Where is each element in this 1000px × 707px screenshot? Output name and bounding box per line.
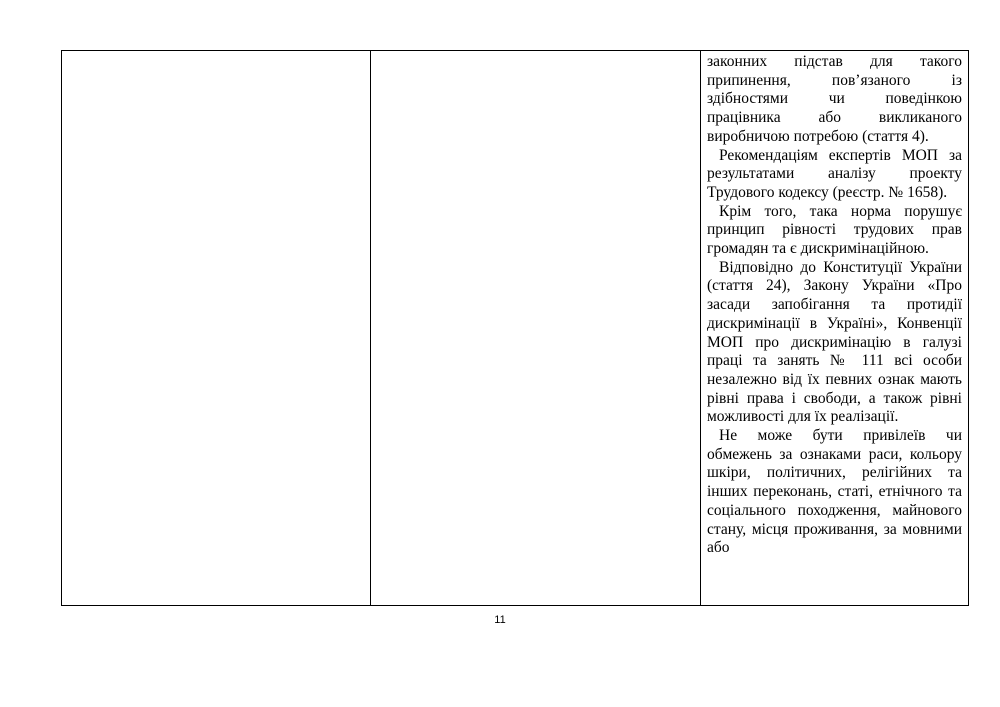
table-column-1 xyxy=(62,51,371,605)
paragraph-ilo-recommendations: Рекомендаціям експертів МОП за результатами аналізу проекту Трудового кодексу (реєстр. № 1658). xyxy=(707,146,962,201)
paragraph-continuation: законних підстав для такого припинення, пов’язаного із здібностями чи поведінкою працівника або викликаного виробничою потребою (стаття 4). xyxy=(707,53,962,145)
table-column-3 xyxy=(701,51,968,605)
paragraph-equality-principle: Крім того, така норма порушує принцип рівності трудових прав громадян та є дискримінаційною. xyxy=(707,202,962,258)
page-number: 11 xyxy=(494,614,506,626)
table-column-2 xyxy=(371,51,701,605)
paragraph-constitution-reference: Відповідно до Конституції України (стаття 24), Закону України «Про засади запобігання та протидії дискримінації в Україні», Конвенції МОП про дискримінацію в галузі праці та занять № 111 всі особи незалежно від їх певних ознак мають рівні права і свободи, а також рівні можливості для їх реалізації. xyxy=(707,258,962,426)
paragraph-no-privileges: Не може бути привілеїв чи обмежень за ознаками раси, кольору шкіри, політичних, релігійних та інших переконань, статі, етнічного та соціального походження, майнового стану, місця проживання, за мовними або xyxy=(707,427,962,557)
document-table xyxy=(61,50,969,606)
